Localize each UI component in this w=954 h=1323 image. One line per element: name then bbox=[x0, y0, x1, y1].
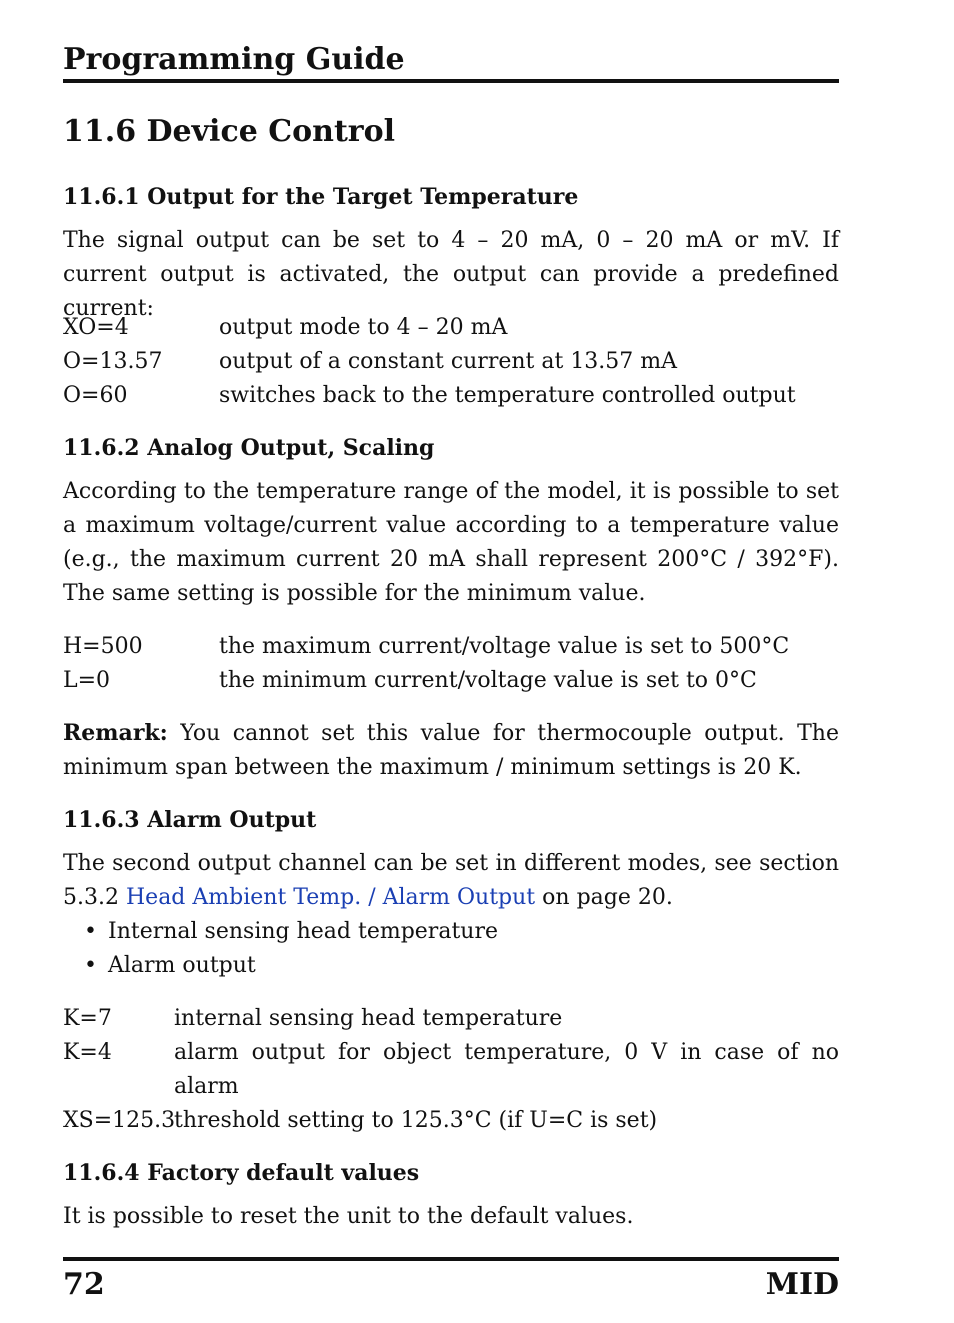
footer-rule bbox=[63, 1257, 839, 1261]
list-item-text: Internal sensing head temperature bbox=[108, 919, 498, 944]
page-number: 72 bbox=[63, 1267, 105, 1302]
command-description: threshold setting to 125.3°C (if U=C is set) bbox=[174, 1108, 658, 1133]
remark-paragraph bbox=[63, 716, 839, 785]
header-rule bbox=[63, 79, 839, 83]
section-title: 11.6 Device Control bbox=[63, 114, 396, 149]
subsection-heading-output: 11.6.1 Output for the Target Temperature bbox=[63, 184, 579, 210]
alarm-text-after: on page 20. bbox=[542, 885, 673, 910]
bullet-icon: • bbox=[84, 953, 97, 978]
remark-label: Remark: bbox=[63, 720, 168, 746]
command-key: O=60 bbox=[63, 383, 128, 408]
command-key: XO=4 bbox=[63, 315, 129, 340]
command-description: switches back to the temperature controlled output bbox=[219, 383, 796, 408]
subsection-heading-alarm: 11.6.3 Alarm Output bbox=[63, 807, 317, 833]
paragraph-output: The signal output can be set to 4 – 20 mA, 0 – 20 mA or mV. If current output is activated, the output can provide a predefined current: bbox=[63, 228, 839, 321]
list-item bbox=[84, 949, 256, 983]
remark-text: You cannot set this value for thermocouple output. The minimum span between the maximum / minimum settings is 20 K. bbox=[63, 721, 839, 780]
command-key: XS=125.3 bbox=[63, 1108, 176, 1133]
paragraph-defaults: It is possible to reset the unit to the default values. bbox=[63, 1204, 634, 1229]
command-key: L=0 bbox=[63, 668, 111, 693]
command-description: the maximum current/voltage value is set to 500°C bbox=[219, 634, 790, 659]
command-key: H=500 bbox=[63, 634, 143, 659]
running-header: Programming Guide bbox=[63, 42, 405, 77]
section-link[interactable]: Head Ambient Temp. / Alarm Output bbox=[125, 885, 536, 910]
command-description: the minimum current/voltage value is set to 0°C bbox=[219, 668, 757, 693]
subsection-heading-defaults: 11.6.4 Factory default values bbox=[63, 1160, 420, 1186]
list-item-text: Alarm output bbox=[108, 953, 256, 978]
paragraph-alarm bbox=[63, 847, 839, 915]
alarm-text-before: The second output channel can be set in different modes, see section 5.3.2 bbox=[63, 851, 839, 910]
bullet-icon: • bbox=[84, 919, 97, 944]
product-name: MID bbox=[765, 1267, 839, 1302]
command-key: K=7 bbox=[63, 1006, 112, 1031]
subsection-heading-scaling: 11.6.2 Analog Output, Scaling bbox=[63, 435, 435, 461]
command-key: O=13.57 bbox=[63, 349, 163, 374]
paragraph-scaling: According to the temperature range of the model, it is possible to set a maximum voltage/current value according to a temperature value (e.g., the maximum current 20 mA shall represent 200°C / 392°F). The same setting is possible for the minimum value. bbox=[63, 479, 839, 606]
command-description: alarm output for object temperature, 0 V in case of no alarm bbox=[174, 1040, 839, 1099]
list-item bbox=[84, 915, 498, 949]
command-description: output mode to 4 – 20 mA bbox=[219, 315, 508, 340]
command-description: output of a constant current at 13.57 mA bbox=[219, 349, 678, 374]
command-description: internal sensing head temperature bbox=[174, 1006, 563, 1031]
manual-page bbox=[63, 0, 839, 1323]
command-key: K=4 bbox=[63, 1040, 112, 1065]
